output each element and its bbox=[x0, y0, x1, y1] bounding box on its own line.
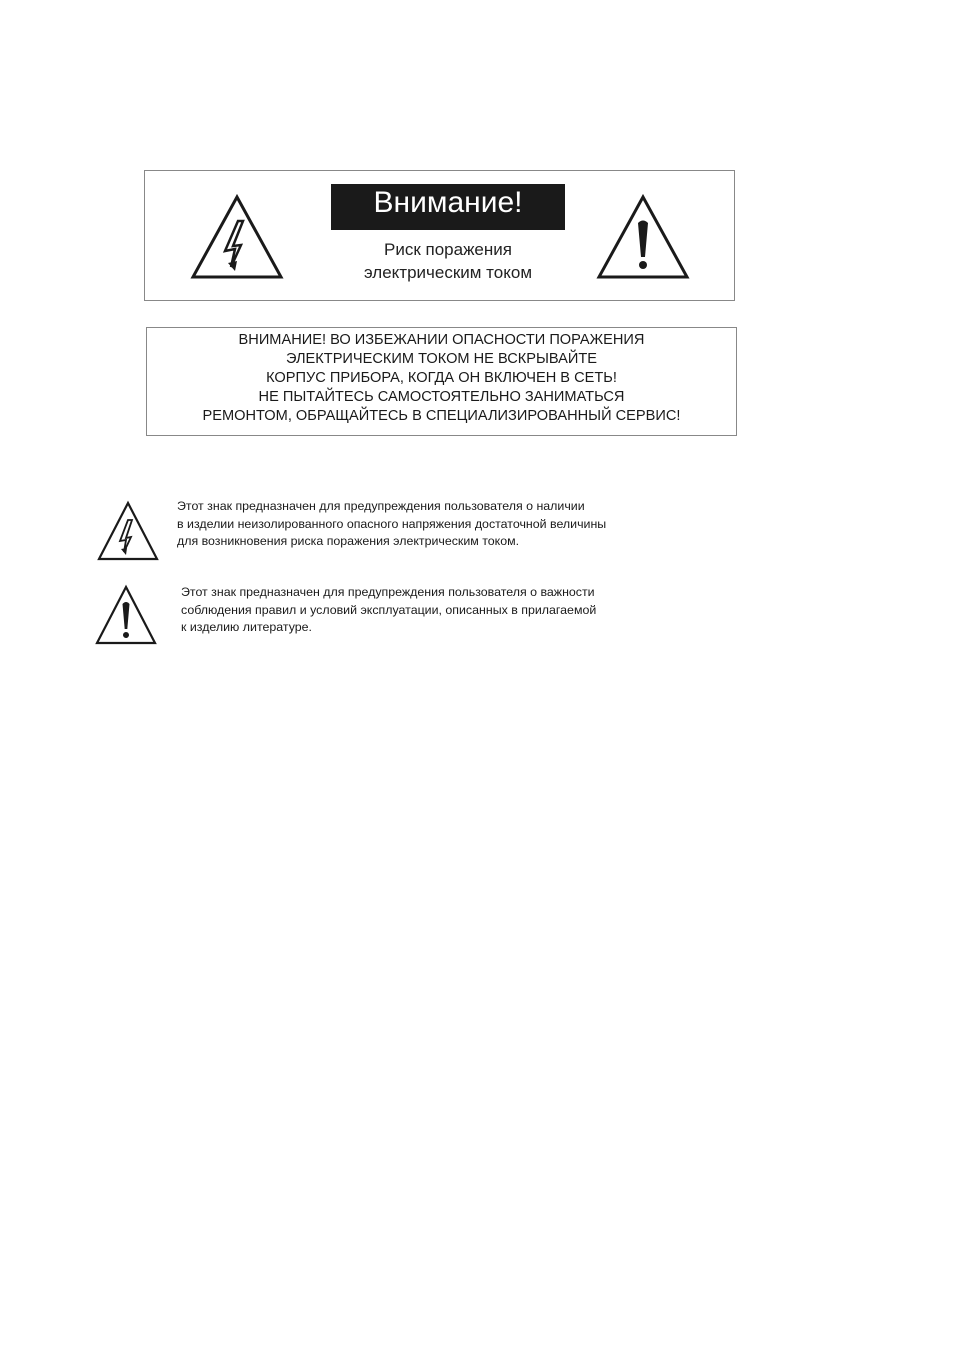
symbol-description-line: Этот знак предназначен для предупреждения пользователя о важности bbox=[181, 585, 595, 599]
attention-subtitle bbox=[321, 238, 575, 284]
symbol-explanation-exclamation bbox=[0, 580, 954, 660]
attention-title: Внимание! bbox=[331, 184, 565, 230]
lightning-warning-icon bbox=[189, 193, 285, 281]
symbol-description bbox=[177, 498, 606, 551]
lightning-warning-icon bbox=[96, 500, 160, 562]
caution-line: ВНИМАНИЕ! ВО ИЗБЕЖАНИИ ОПАСНОСТИ ПОРАЖЕНИЯ bbox=[238, 332, 645, 348]
caution-line: ЭЛЕКТРИЧЕСКИМ ТОКОМ НЕ ВСКРЫВАЙТЕ bbox=[285, 351, 598, 367]
symbol-description bbox=[181, 584, 596, 637]
exclamation-warning-icon bbox=[595, 193, 691, 281]
attention-subtitle-line: электрическим током bbox=[363, 263, 533, 282]
symbol-explanation-lightning bbox=[0, 496, 954, 576]
caution-line: КОРПУС ПРИБОРА, КОГДА ОН ВКЛЮЧЕН В СЕТЬ! bbox=[266, 370, 617, 386]
symbol-description-line: для возникновения риска поражения электрическим током. bbox=[177, 534, 520, 548]
exclamation-warning-icon bbox=[94, 584, 158, 646]
symbol-description-line: в изделии неизолированного опасного напряжения достаточной величины bbox=[177, 516, 607, 531]
symbol-description-line: к изделию литературе. bbox=[181, 620, 312, 634]
caution-line: РЕМОНТОМ, ОБРАЩАЙТЕСЬ В СПЕЦИАЛИЗИРОВАННЫЙ СЕРВИС! bbox=[202, 408, 681, 424]
attention-subtitle-line: Риск поражения bbox=[384, 240, 512, 259]
warning-banner bbox=[144, 170, 735, 301]
caution-box bbox=[146, 327, 737, 436]
symbol-description-line: соблюдения правил и условий эксплуатации, описанных в прилагаемой bbox=[181, 602, 597, 617]
symbol-description-line: Этот знак предназначен для предупреждения пользователя о наличии bbox=[177, 499, 585, 513]
caution-line: НЕ ПЫТАЙТЕСЬ САМОСТОЯТЕЛЬНО ЗАНИМАТЬСЯ bbox=[258, 389, 625, 405]
